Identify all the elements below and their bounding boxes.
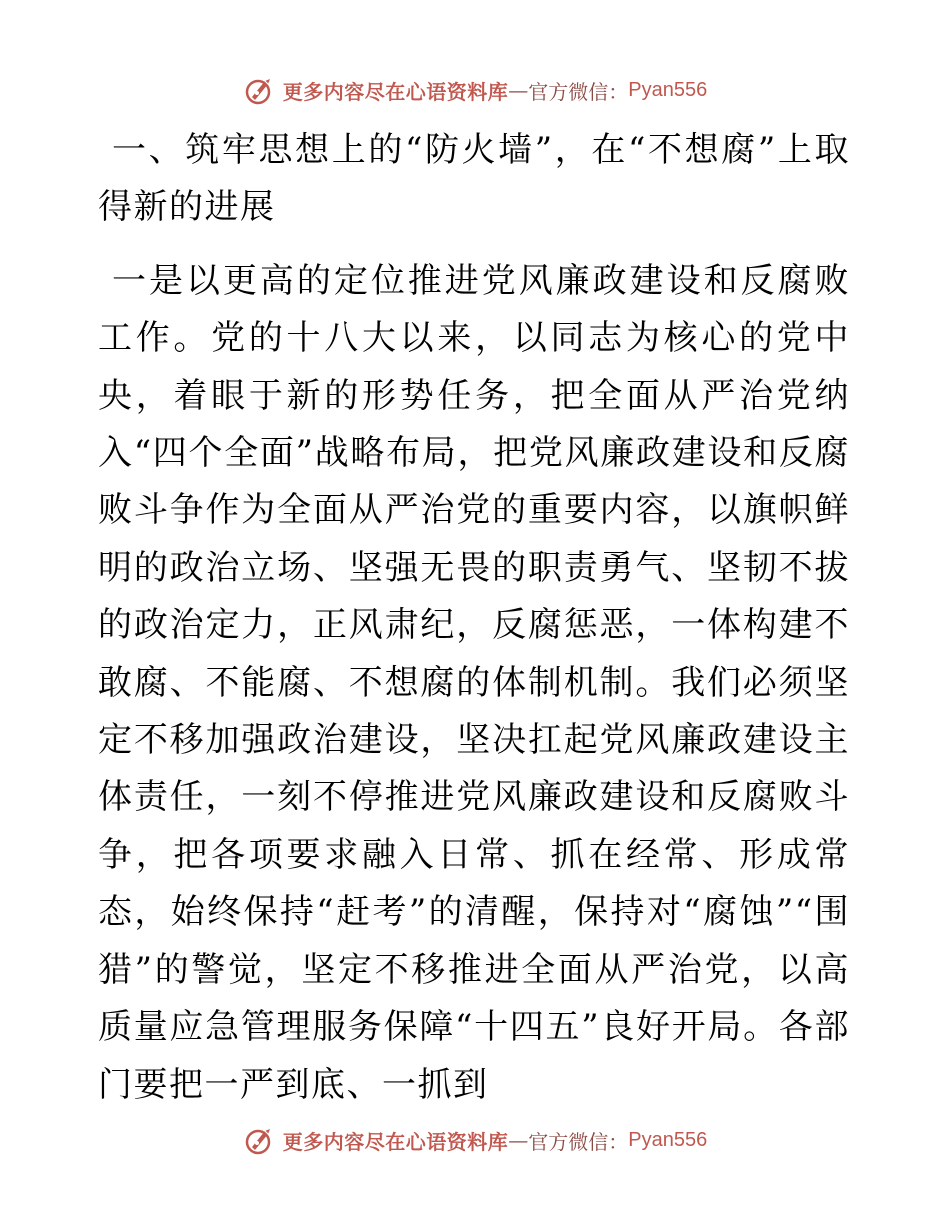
section-heading: 一、筑牢思想上的“防火墙”，在“不想腐”上取得新的进展 xyxy=(98,130,850,228)
watermark-wechat-id: Pyan556 xyxy=(628,78,708,101)
body-paragraph: 一是以更高的定位推进党风廉政建设和反腐败工作。党的十八大以来，以同志为核心的党中央，着眼于新的形势任务，把全面从严治党纳入“四个全面”战略布局，把党风廉政建设和反腐败斗争作为全面从严治党的重要内容，以旗帜鲜明的政治立场、坚强无畏的职责勇气、坚韧不拔的政治定力，正风肃纪，反腐惩恶，一体构建不敢腐、不能腐、不想腐的体制机制。我们必须坚定不移加强政治建设，坚决扛起党风廉政建设主体责任，一刻不停推进党风廉政建设和反腐败斗争，把各项要求融入日常、抓在经常、形成常态，始终保持“赶考”的清醒，保持对“腐蚀”“围猎”的警觉，坚定不移推进全面从严治党，以高质量应急管理服务保障“十四五”良好开局。各部门要把一严到底、一抓到 xyxy=(98,260,850,1105)
pen-nib-logo-icon xyxy=(243,1123,277,1157)
watermark-site-text: 更多内容尽在心语资料库 xyxy=(282,79,509,104)
header-watermark xyxy=(0,70,950,110)
watermark-wechat-id: Pyan556 xyxy=(628,1128,708,1151)
watermark-site-text: 更多内容尽在心语资料库 xyxy=(282,1129,509,1154)
footer-watermark xyxy=(0,1120,950,1160)
pen-nib-logo-icon xyxy=(243,73,277,107)
watermark-separator: — xyxy=(508,78,529,102)
watermark-wechat-label: 官方微信： xyxy=(528,1129,629,1154)
watermark-separator: — xyxy=(508,1128,529,1152)
document-body xyxy=(98,122,850,1114)
watermark-wechat-label: 官方微信： xyxy=(528,79,629,104)
